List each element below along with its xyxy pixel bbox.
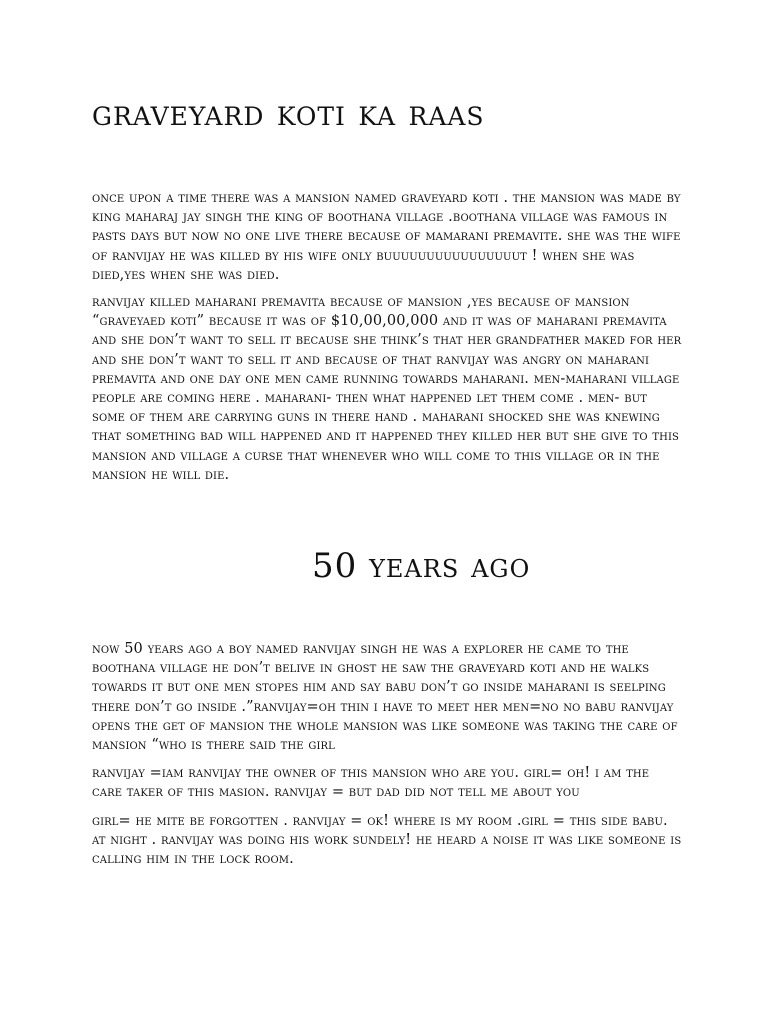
paragraph-4: ranvijay =iam ranvijay the owner of this mansion who are you. girl= oh! i am the care taker of this masion. ranvijay = but dad did not tell me about you [92,765,650,801]
document-title: graveyard koti ka raas [92,93,485,134]
paragraph-2: ranvijay killed maharani premavita because of mansion ,yes because of mansion “graveyaed koti” because it was of $10,00,00,000 and it was of maharani premavita and she don’t want to sell it because she think’s that her grandfather maked for her and she don’t want to sell it and because of that ranvijay was angry on maharani premavita and one day one men came running towards maharani. men-maharani village people are coming here . maharani- then what happened let them come . men- but some of them are carrying guns in there hand . maharani shocked she was knewing that something bad will happened and it happened they killed her but she give to this mansion and village a curse that whenever who will come to this village or in the mansion he will die. [92,294,682,483]
paragraph-1: once upon a time there was a mansion named graveyard koti . the mansion was made by king maharaj jay singh the king of boothana village .boothana village was famous in pasts days but now no one live there because of mamarani premavite. she was the wife of ranvijay he was killed by his wife only buuuuuuuuuuuuuuuut ! when she was died,yes when she was died. [92,190,681,283]
paragraph-5: girl= he mite be forgotten . ranvijay = ok! where is my room .girl = this side babu. at night . ranvijay was doing his work sundely! he heard a noise it was like someone is calling him in the lock room. [92,813,682,868]
paragraph-3: now 50 years ago a boy named ranvijay singh he was a explorer he came to the boothana village he don’t belive in ghost he saw the graveyard koti and he walks towards it but one men stopes him and say babu don’t go inside maharani is seelping there don’t go inside .”ranvijay=oh thin i have to meet her men=no no babu ranvijay opens the get of mansion the whole mansion was like someone was taking the care of mansion “who is there said the girl [92,641,678,754]
section-heading: 50 years ago [312,546,531,586]
